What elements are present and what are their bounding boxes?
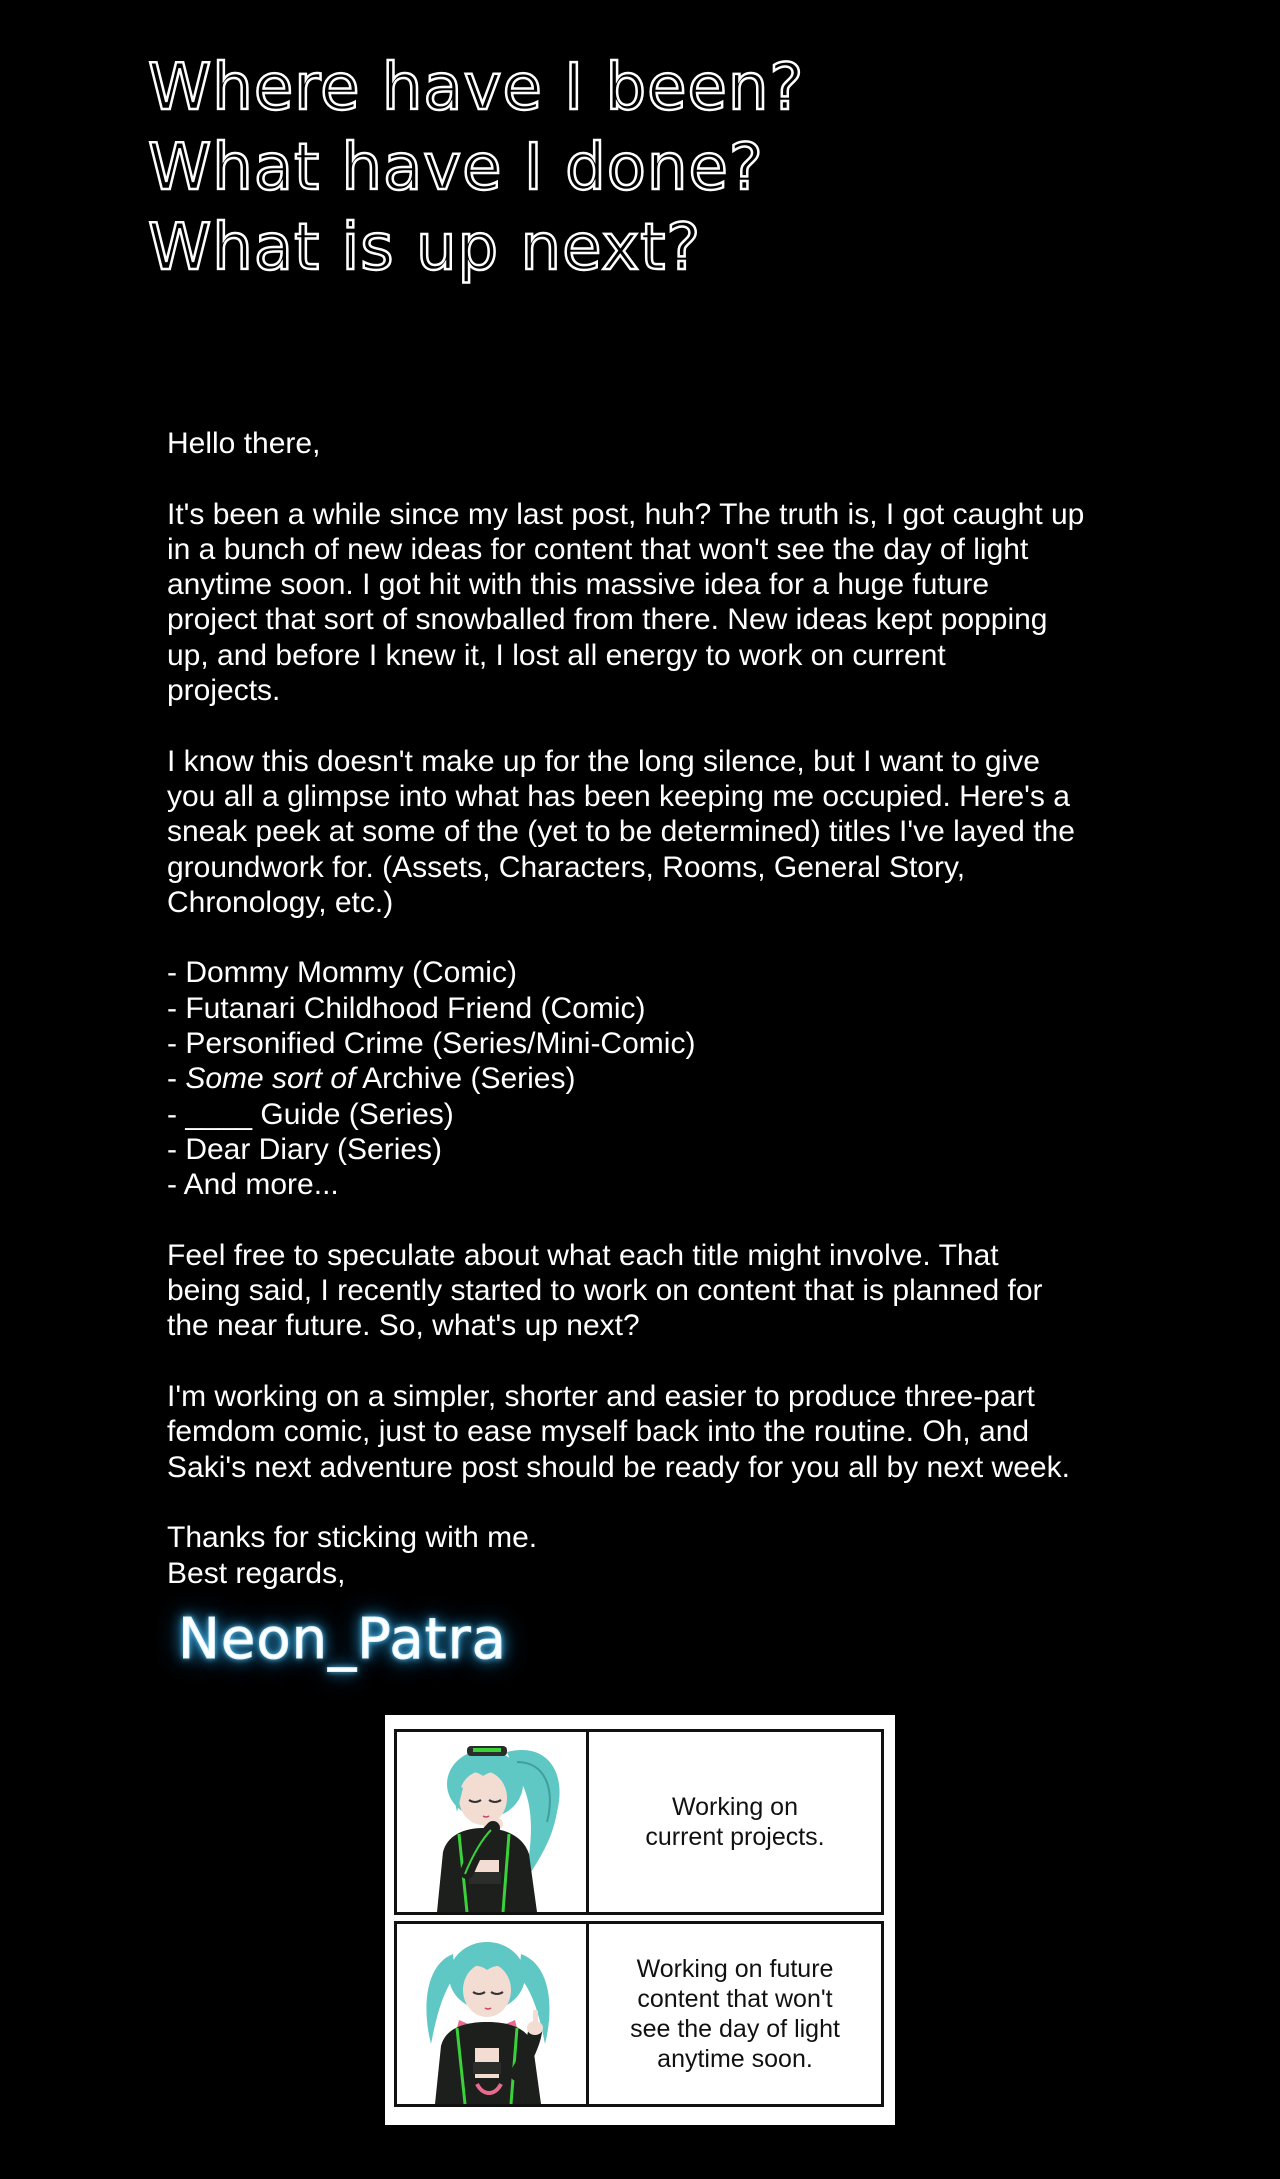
headline-line-1: Where have I been?: [148, 51, 805, 125]
caption-line: Working on: [672, 1793, 798, 1821]
paragraph-intro-line: project that sort of snowballed from there. New ideas kept popping: [167, 603, 1048, 637]
caption-line: see the day of light: [630, 2015, 840, 2043]
paragraph-speculate: [167, 1238, 1167, 1344]
comic-panel-bottom: [394, 1921, 884, 2107]
paragraph-intro-line: anytime soon. I got hit with this massive idea for a huge future: [167, 568, 990, 602]
closing: [167, 1520, 1167, 1591]
list-item: - Dear Diary (Series): [167, 1132, 443, 1166]
paragraph-glimpse-line: Chronology, etc.): [167, 885, 394, 919]
comic-panel-top: [394, 1729, 884, 1915]
list-item-rest: Archive (Series): [355, 1062, 576, 1096]
character-pondering-svg: [397, 1732, 586, 1912]
paragraph-intro-line: in a bunch of new ideas for content that won't see the day of light: [167, 532, 1029, 566]
signature: Neon_Patra: [178, 1607, 507, 1672]
paragraph-next-line: I'm working on a simpler, shorter and easier to produce three-part: [167, 1380, 1035, 1414]
paragraph-speculate-line: the near future. So, what's up next?: [167, 1309, 640, 1343]
headline-line-3: What is up next?: [148, 211, 702, 285]
character-illustration-pointing: [397, 1924, 589, 2104]
titles-list: [167, 955, 1167, 1202]
paragraph-glimpse: [167, 744, 1167, 920]
caption-current-projects: [589, 1732, 881, 1912]
paragraph-glimpse-line: you all a glimpse into what has been keeping me occupied. Here's a: [167, 779, 1070, 813]
list-item: - Personified Crime (Series/Mini-Comic): [167, 1027, 696, 1061]
caption-line: anytime soon.: [657, 2045, 813, 2073]
paragraph-next-line: Saki's next adventure post should be ready for you all by next week.: [167, 1450, 1070, 1484]
caption-line: current projects.: [645, 1823, 825, 1851]
paragraph-next-line: femdom comic, just to ease myself back into the routine. Oh, and: [167, 1415, 1030, 1449]
list-item-prefix: -: [167, 1062, 186, 1096]
letter-body: [167, 426, 1167, 1626]
paragraph-speculate-line: Feel free to speculate about what each title might involve. That: [167, 1238, 999, 1272]
headline-line-2: What have I done?: [148, 131, 764, 205]
caption-line: Working on future: [636, 1955, 834, 1983]
paragraph-glimpse-line: I know this doesn't make up for the long silence, but I want to give: [167, 744, 1040, 778]
greeting: Hello there,: [167, 427, 321, 460]
paragraph-intro-line: projects.: [167, 674, 281, 708]
list-item: [167, 1061, 1167, 1096]
paragraph-intro: [167, 497, 1167, 709]
character-illustration-pondering: [397, 1732, 589, 1912]
paragraph-speculate-line: being said, I recently started to work on content that is planned for: [167, 1274, 1043, 1308]
paragraph-intro-line: It's been a while since my last post, huh? The truth is, I got caught up: [167, 497, 1085, 531]
paragraph-glimpse-line: groundwork for. (Assets, Characters, Rooms, General Story,: [167, 850, 966, 884]
paragraph-intro-line: up, and before I knew it, I lost all energy to work on current: [167, 638, 946, 672]
character-pointing-svg: [397, 1924, 586, 2104]
headline: [148, 48, 804, 288]
closing-thanks: Thanks for sticking with me.: [167, 1521, 538, 1555]
list-item: - ____ Guide (Series): [167, 1097, 454, 1131]
closing-regards: Best regards,: [167, 1556, 346, 1590]
caption-future-content: [589, 1924, 881, 2104]
comic-meme: [385, 1715, 895, 2125]
list-item: - And more...: [167, 1168, 339, 1202]
caption-line: content that won't: [637, 1985, 833, 2013]
list-item: - Futanari Childhood Friend (Comic): [167, 991, 646, 1025]
list-item: - Dommy Mommy (Comic): [167, 956, 517, 990]
paragraph-glimpse-line: sneak peek at some of the (yet to be determined) titles I've layed the: [167, 815, 1075, 849]
paragraph-next: [167, 1379, 1167, 1485]
list-item-italic: Some sort of: [185, 1062, 356, 1096]
